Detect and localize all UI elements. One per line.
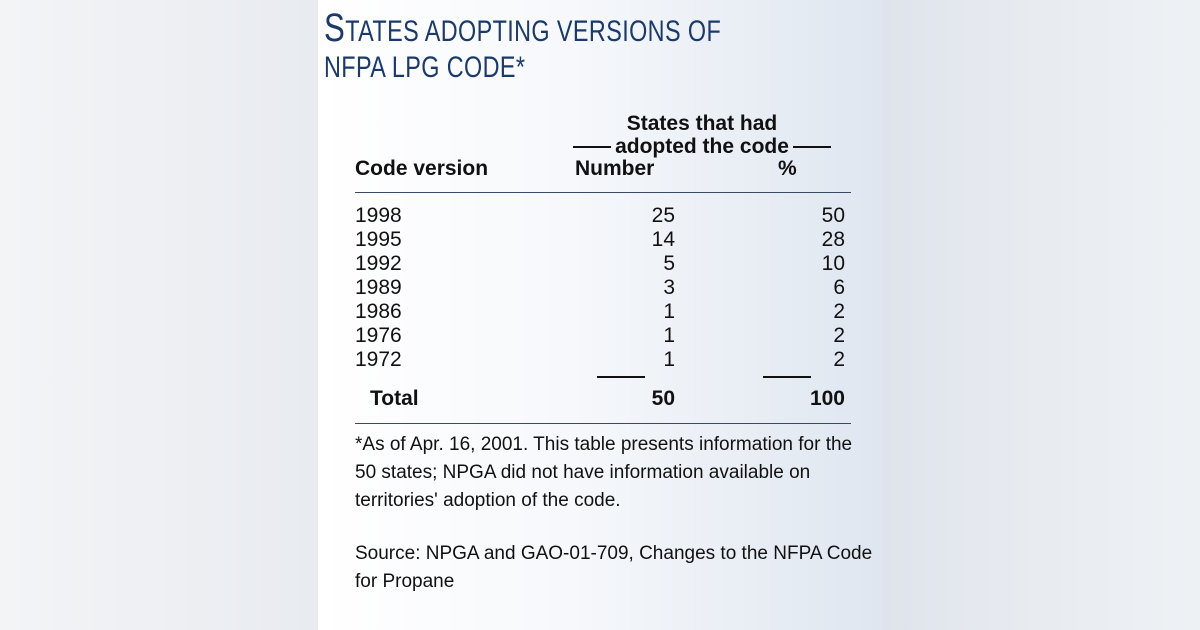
footer-rule bbox=[355, 423, 851, 424]
table-row bbox=[355, 228, 851, 252]
cell-code-version: 1976 bbox=[355, 324, 402, 347]
header-rule bbox=[355, 192, 851, 193]
cell-number: 1 bbox=[663, 324, 675, 347]
cell-code-version: 1972 bbox=[355, 348, 402, 371]
cell-code-version: 1995 bbox=[355, 228, 402, 251]
cell-percent: 6 bbox=[833, 276, 845, 299]
cell-percent: 28 bbox=[821, 228, 845, 251]
header-dash-left bbox=[573, 146, 611, 148]
cell-code-version: 1989 bbox=[355, 276, 402, 299]
cell-percent: 2 bbox=[833, 348, 845, 371]
total-percent: 100 bbox=[809, 387, 845, 410]
title-initial: S bbox=[324, 6, 346, 50]
footnote: *As of Apr. 16, 2001. This table presents information for the 50 states; NPGA did not have information available on territories' adoption of the code. bbox=[355, 434, 853, 511]
column-header-code-version: Code version bbox=[355, 157, 489, 180]
table-title bbox=[324, 6, 722, 86]
table-row bbox=[355, 324, 851, 348]
cell-percent: 2 bbox=[833, 324, 845, 347]
cell-percent: 10 bbox=[821, 252, 845, 275]
table-body bbox=[355, 204, 851, 372]
sum-line-percent bbox=[763, 376, 811, 378]
table-row bbox=[355, 348, 851, 372]
group-header-line-1: States that had bbox=[626, 112, 778, 135]
right-background bbox=[883, 0, 1200, 630]
table-row bbox=[355, 252, 851, 276]
cell-code-version: 1986 bbox=[355, 300, 402, 323]
table-row bbox=[355, 276, 851, 300]
cell-percent: 50 bbox=[821, 204, 845, 227]
total-number: 50 bbox=[651, 387, 675, 410]
table-row bbox=[355, 300, 851, 324]
cell-number: 1 bbox=[663, 348, 675, 371]
sum-line-number bbox=[597, 376, 645, 378]
cell-number: 5 bbox=[663, 252, 675, 275]
title-line-1: TATES ADOPTING VERSIONS OF bbox=[345, 15, 722, 48]
cell-percent: 2 bbox=[833, 300, 845, 323]
source-note: Source: NPGA and GAO-01-709, Changes to the NFPA Code for Propane bbox=[355, 543, 873, 592]
left-background bbox=[0, 0, 318, 630]
group-header-text: adopted the code bbox=[615, 135, 789, 158]
total-row bbox=[355, 386, 851, 412]
cell-number: 25 bbox=[651, 204, 675, 227]
cell-number: 3 bbox=[663, 276, 675, 299]
cell-code-version: 1998 bbox=[355, 204, 402, 227]
total-label: Total bbox=[370, 387, 419, 410]
cell-code-version: 1992 bbox=[355, 252, 402, 275]
group-header-line-2 bbox=[554, 135, 850, 158]
cell-number: 1 bbox=[663, 300, 675, 323]
title-line-2: NFPA LPG CODE* bbox=[324, 51, 526, 84]
column-header-percent: % bbox=[778, 157, 797, 180]
header-dash-right bbox=[793, 146, 831, 148]
table-row bbox=[355, 204, 851, 228]
cell-number: 14 bbox=[651, 228, 675, 251]
table-panel bbox=[318, 0, 883, 630]
column-header-number: Number bbox=[575, 157, 655, 180]
